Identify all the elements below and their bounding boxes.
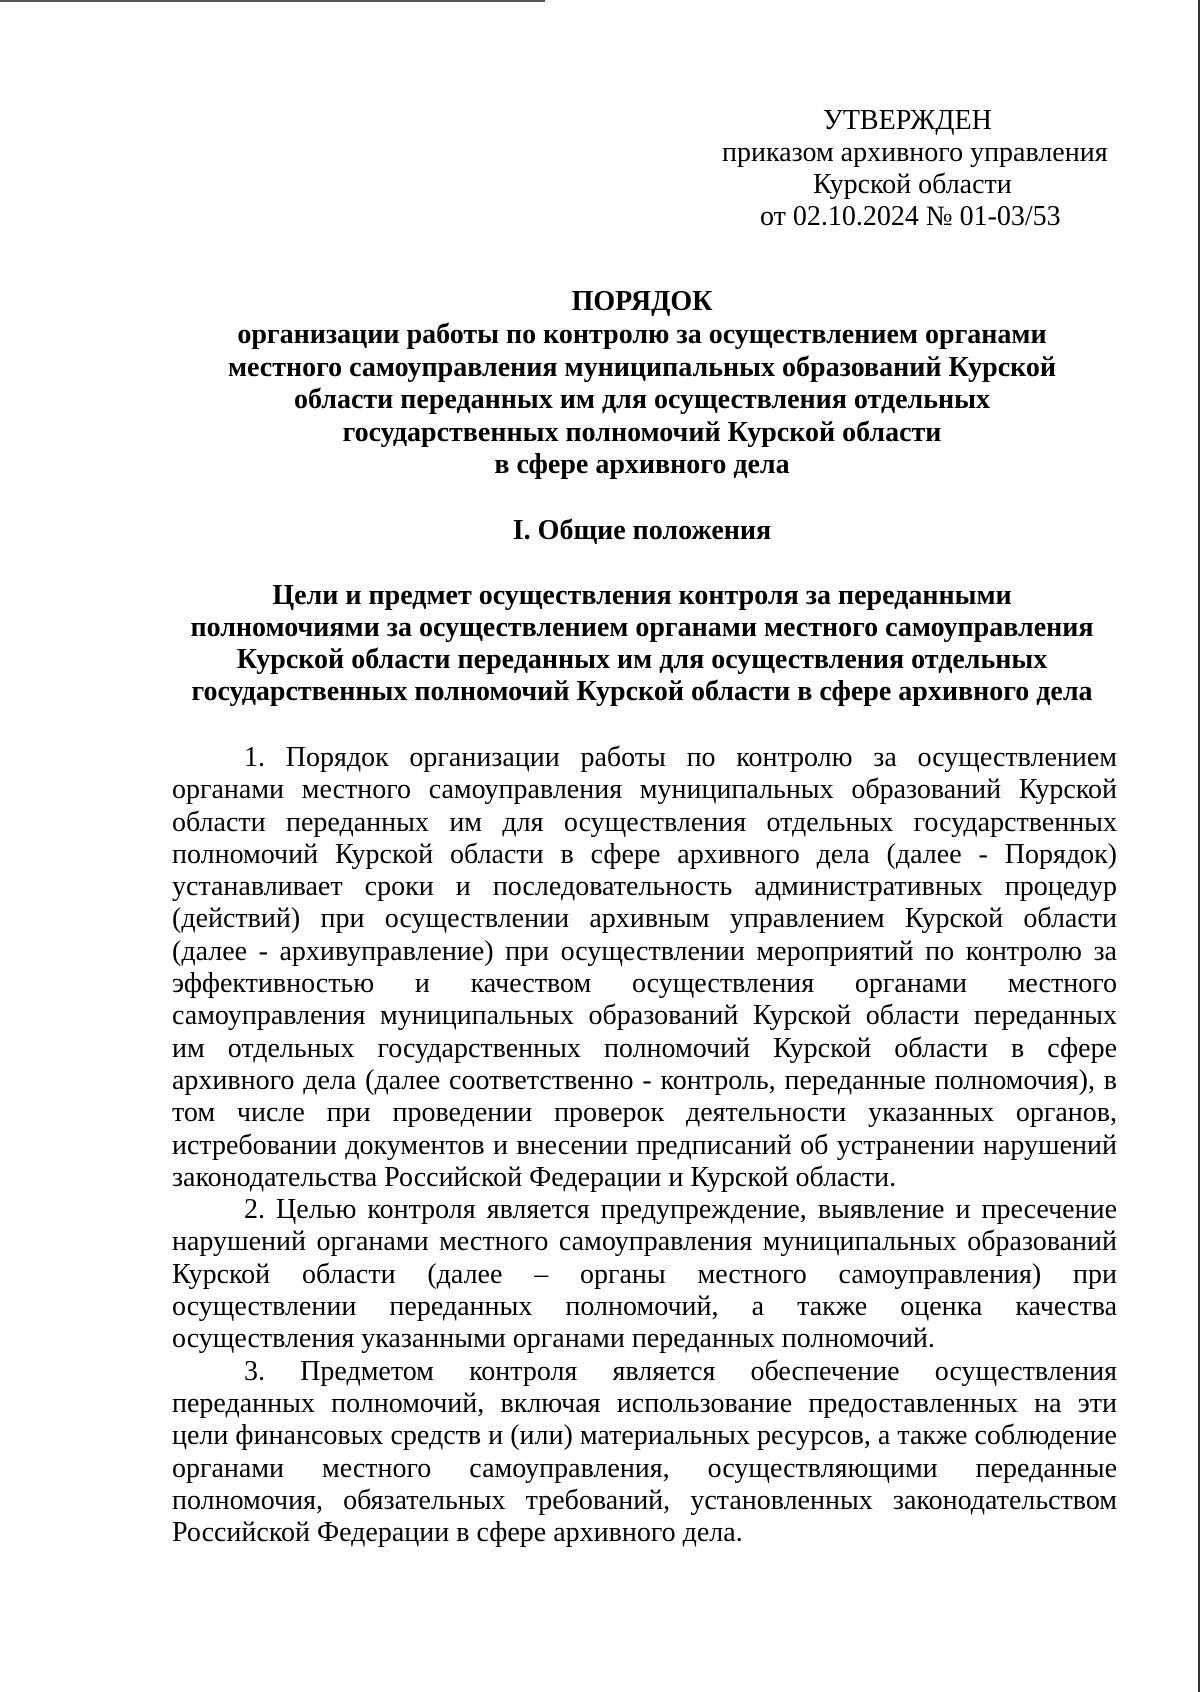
scan-edge-top — [0, 0, 545, 2]
approval-stamp-block — [700, 105, 1160, 233]
approval-order-line: приказом архивного управления — [722, 137, 1108, 168]
approval-title: УТВЕРЖДЕН — [823, 105, 992, 136]
paragraph-2: 2. Целью контроля является предупреждение, выявление и пресечение нарушений органами местного самоуправления муниципальных образований Курской области (далее – органы местного самоуправления) при осуществлении переданных полномочий, а также оценка качества осуществления указанными органами переданных полномочий. — [172, 1194, 1117, 1355]
document-subtitle-line: государственных полномочий Курской области — [342, 416, 942, 448]
approval-date-number: от 02.10.2024 № 01-03/53 — [760, 201, 1061, 232]
subheading-line: Курской области переданных им для осуществления отдельных — [236, 644, 1048, 675]
section-subheading — [172, 580, 1112, 708]
paragraph-3: 3. Предметом контроля является обеспечение осуществления переданных полномочий, включая использование предоставленных на эти цели финансовых средств и (или) материальных ресурсов, а также соблюдение органами местного самоуправления, осуществляющими переданные полномочия, обязательных требований, установленных законодательством Российской Федерации в сфере архивного дела. — [172, 1355, 1117, 1549]
document-body — [172, 742, 1117, 1549]
subheading-line: государственных полномочий Курской области в сфере архивного дела — [191, 676, 1093, 707]
document-subtitle-line: в сфере архивного дела — [494, 449, 790, 480]
document-subtitle-line: области переданных им для осуществления отдельных — [293, 384, 991, 415]
section-title: I. Общие положения — [512, 515, 772, 546]
document-heading — [172, 285, 1112, 482]
document-title: ПОРЯДОК — [571, 286, 713, 317]
approval-region-line: Курской области — [813, 169, 1012, 200]
subheading-line: Цели и предмет осуществления контроля за переданными — [272, 580, 1012, 611]
subheading-line: полномочиями за осуществлением органами местного самоуправления — [190, 612, 1094, 643]
document-subtitle-line: организации работы по контролю за осуществлением органами — [237, 319, 1047, 350]
document-subtitle-line: местного самоуправления муниципальных образований Курской — [227, 351, 1057, 383]
paragraph-1: 1. Порядок организации работы по контролю за осуществлением органами местного самоуправления муниципальных образований Курской области переданных им для осуществления отдельных государственных полномочий Курской области в сфере архивного дела (далее - Порядок) устанавливает сроки и последовательность административных процедур (действий) при осуществлении архивным управлением Курской области (далее - архивуправление) при осуществлении мероприятий по контролю за эффективностью и качеством осуществления органами местного самоуправления муниципальных образований Курской области переданных им отдельных государственных полномочий Курской области в сфере архивного дела (далее соответственно - контроль, переданные полномочия), в том числе при проведении проверок деятельности указанных органов, истребовании документов и внесении предписаний об устранении нарушений законодательства Российской Федерации и Курской области. — [172, 742, 1117, 1193]
